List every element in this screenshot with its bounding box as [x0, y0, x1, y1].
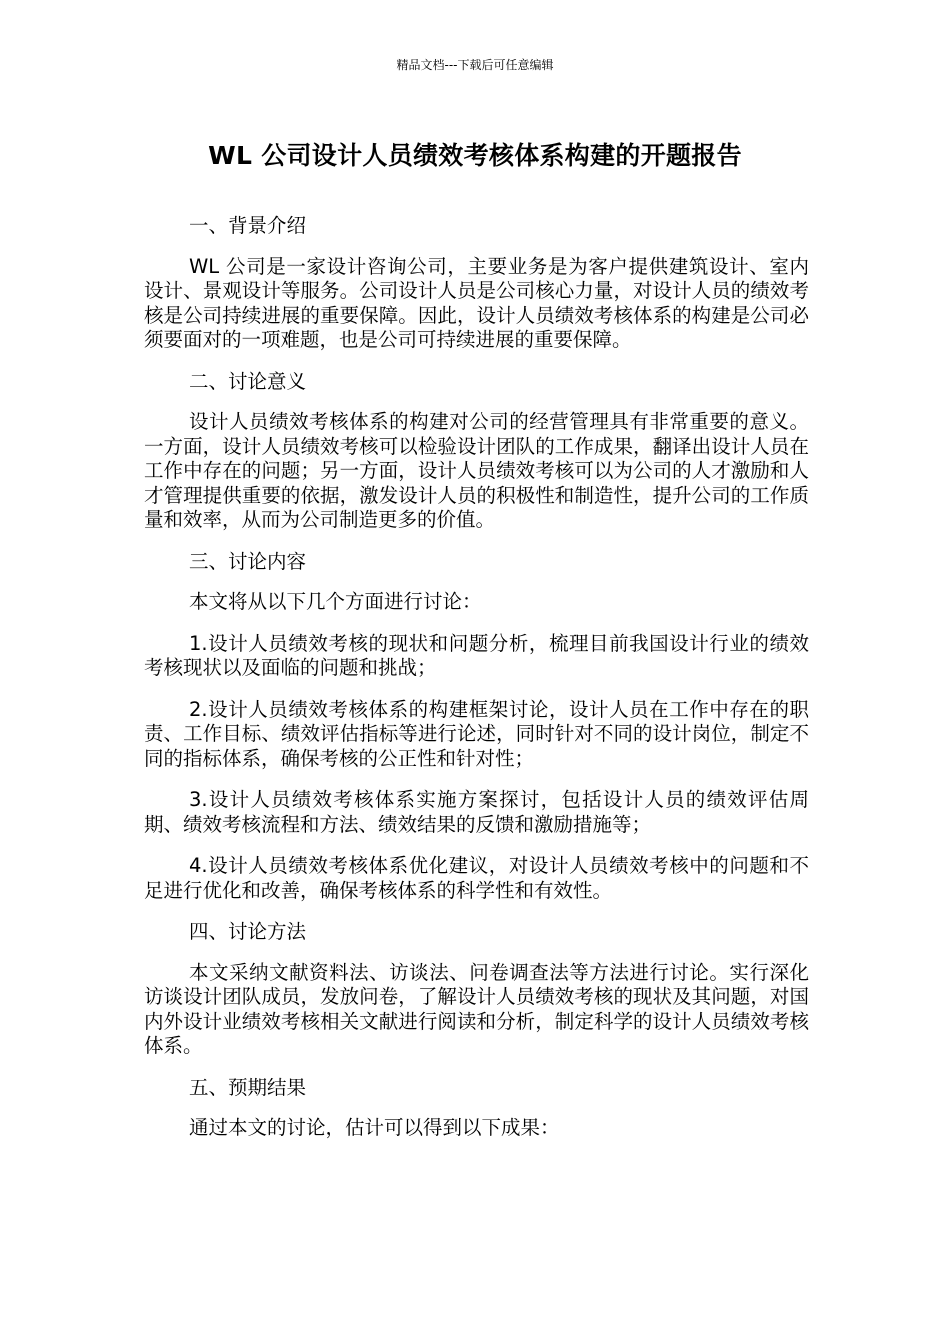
section-heading-significance: 二、讨论意义: [189, 369, 307, 393]
section-heading-results: 五、预期结果: [189, 1075, 307, 1099]
list-item-content-2: 2.设计人员绩效考核体系的构建框架讨论，设计人员在工作中存在的职责、工作目标、绩效评估指标等进行论述，同时针对不同的设计岗位，制定不同的指标体系，确保考核的公正性和针对性；: [144, 697, 809, 770]
paragraph-method: 本文采纳文献资料法、访谈法、问卷调查法等方法进行讨论。实行深化访谈设计团队成员，发放问卷，了解设计人员绩效考核的现状及其问题，对国内外设计业绩效考核相关文献进行阅读和分析，制定科学的设计人员绩效考核体系。: [144, 960, 809, 1057]
header-note: 精品文档---下载后可任意编辑: [396, 58, 554, 72]
document-body: [144, 214, 809, 1158]
section-heading-content: 三、讨论内容: [189, 549, 307, 573]
list-item-content-1: 1.设计人员绩效考核的现状和问题分析，梳理目前我国设计行业的绩效考核现状以及面临的问题和挑战；: [144, 631, 809, 679]
paragraph-background: WL 公司是一家设计咨询公司，主要业务是为客户提供建筑设计、室内设计、景观设计等服务。公司设计人员是公司核心力量，对设计人员的绩效考核是公司持续进展的重要保障。因此，设计人员绩效考核体系的构建是公司必须要面对的一项难题，也是公司可持续进展的重要保障。: [144, 254, 809, 351]
section-heading-method: 四、讨论方法: [189, 920, 307, 943]
paragraph-content-intro: 本文将从以下几个方面进行讨论：: [189, 590, 482, 613]
section-heading-background: 一、背景介绍: [189, 214, 307, 237]
paragraph-significance: 设计人员绩效考核体系的构建对公司的经营管理具有非常重要的意义。一方面，设计人员绩效考核可以检验设计团队的工作成果，翻译出设计人员在工作中存在的问题；另一方面，设计人员绩效考核可以为公司的人才激励和人才管理提供重要的依据，激发设计人员的积极性和制造性，提升公司的工作质量和效率，从而为公司制造更多的价值。: [144, 410, 809, 531]
document-title: WL 公司设计人员绩效考核体系构建的开题报告: [208, 141, 742, 170]
paragraph-results-intro: 通过本文的讨论，估计可以得到以下成果：: [189, 1116, 560, 1139]
list-item-content-4: 4.设计人员绩效考核体系优化建议，对设计人员绩效考核中的问题和不足进行优化和改善，确保考核体系的科学性和有效性。: [144, 854, 809, 902]
list-item-content-3: 3.设计人员绩效考核体系实施方案探讨，包括设计人员的绩效评估周期、绩效考核流程和方法、绩效结果的反馈和激励措施等；: [144, 788, 809, 836]
